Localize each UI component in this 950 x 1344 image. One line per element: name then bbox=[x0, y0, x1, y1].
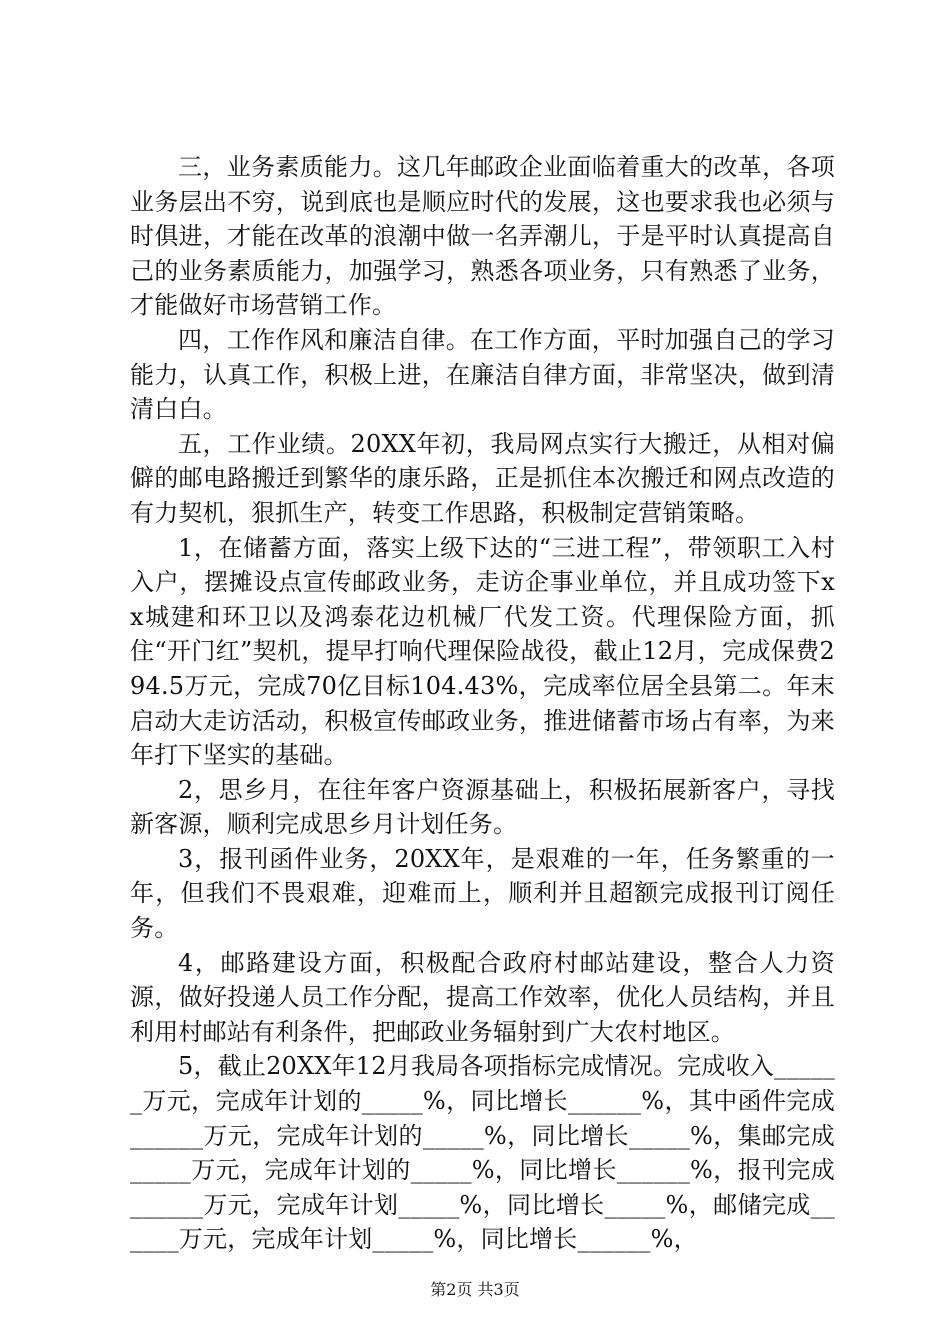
document-body bbox=[130, 150, 835, 1257]
paragraph-mail-route: 4，邮路建设方面，积极配合政府村邮站建设，整合人力资源，做好投递人员工作分配，提高工作效率，优化人员结构，并且利用村邮站有利条件，把邮政业务辐射到广大农村地区。 bbox=[130, 948, 835, 1046]
paragraph-performance: 五，工作业绩。20XX年初，我局网点实行大搬迁，从相对偏僻的邮电路搬迁到繁华的康乐路，正是抓住本次搬迁和网点改造的有力契机，狠抓生产，转变工作思路，积极制定营销策略。 bbox=[130, 429, 835, 527]
paragraph-business-quality: 三，业务素质能力。这几年邮政企业面临着重大的改革，各项业务层出不穷，说到底也是顺应时代的发展，这也要求我也必须与时俱进，才能在改革的浪潮中做一名弄潮儿，于是平时认真提高自己的业务素质能力，加强学习，熟悉各项业务，只有熟悉了业务，才能做好市场营销工作。 bbox=[130, 153, 835, 320]
paragraph-work-style: 四，工作作风和廉洁自律。在工作方面，平时加强自己的学习能力，认真工作，积极上进，在廉洁自律方面，非常坚决，做到清清白白。 bbox=[130, 325, 835, 424]
paragraph-newspaper-mail: 3，报刊函件业务，20XX年，是艰难的一年，任务繁重的一年，但我们不畏艰难，迎难而上，顺利并且超额完成报刊订阅任务。 bbox=[130, 844, 835, 943]
paragraph-indicators: 5，截止20XX年12月我局各项指标完成情况。完成收入______万元，完成年计划的_____%，同比增长______%，其中函件完成______万元，完成年计划的_____%，同比增长_____%，集邮完成_____万元，完成年计划的_____%，同比增长______%，报刊完成______万元，完成年计划_____%，同比增长_____%，邮储完成______万元，完成年计划_____%，同比增长______%， bbox=[130, 1052, 835, 1254]
page-number: 第2页 共3页 bbox=[430, 1280, 520, 1299]
paragraph-homesick-month: 2，思乡月，在往年客户资源基础上，积极拓展新客户，寻找新客源，顺利完成思乡月计划任务。 bbox=[130, 775, 835, 839]
paragraph-savings: 1，在储蓄方面，落实上级下达的“三进工程”，带领职工入村入户，摆摊设点宣传邮政业务，走访企事业单位，并且成功签下xx城建和环卫以及鸿泰花边机械厂代发工资。代理保险方面，抓住“开门红”契机，提早打响代理保险战役，截止12月，完成保费294.5万元，完成70亿目标104.43%，完成率位居全县第二。年末启动大走访活动，积极宣传邮政业务，推进储蓄市场占有率，为来年打下坚实的基础。 bbox=[130, 533, 835, 770]
